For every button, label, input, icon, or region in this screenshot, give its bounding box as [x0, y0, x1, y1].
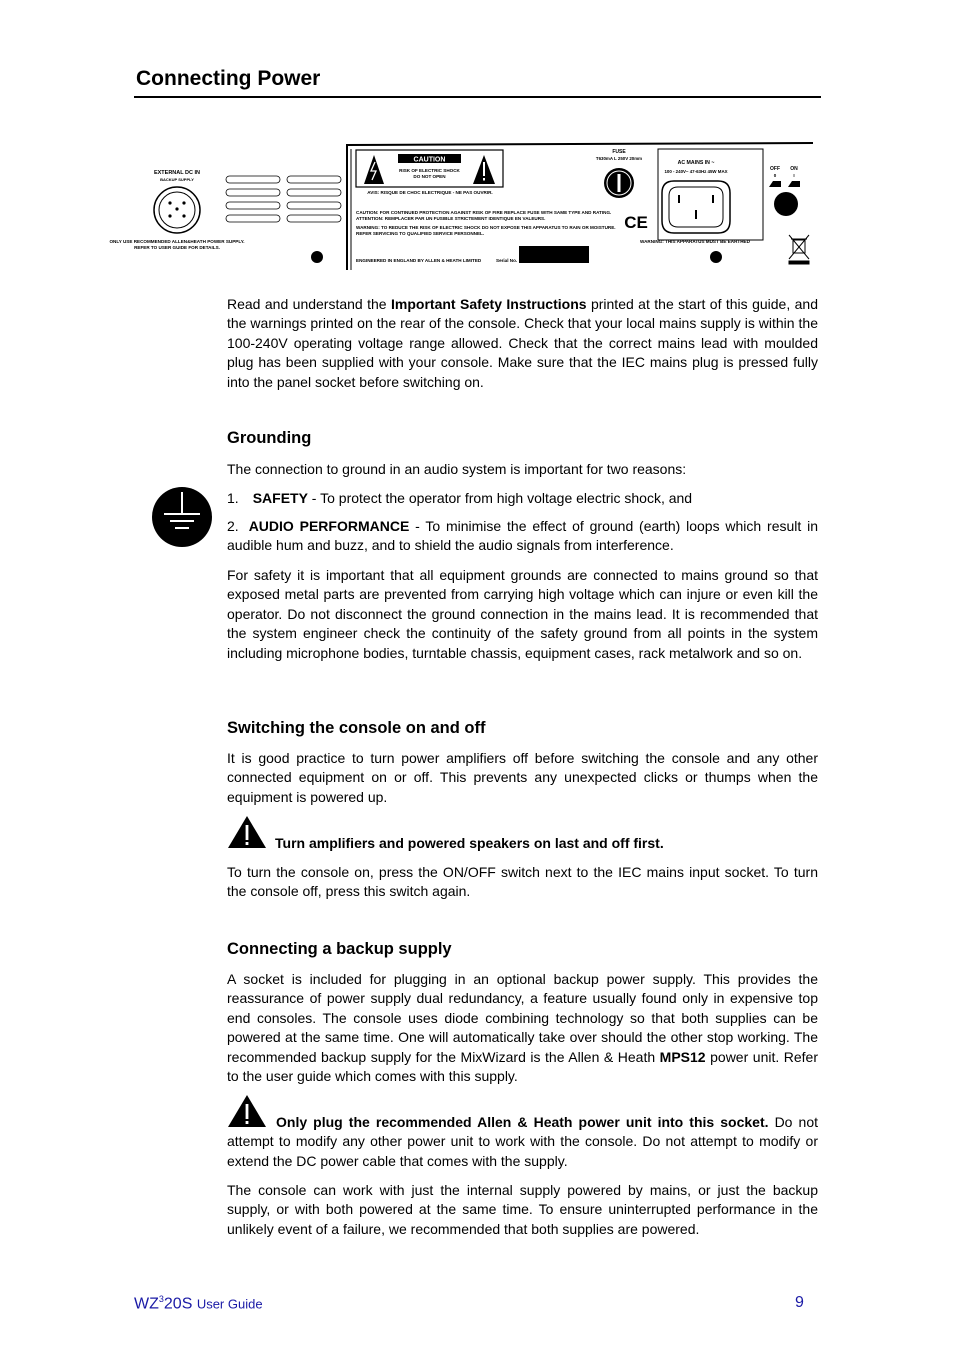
backup-model-bold: MPS12: [659, 1048, 706, 1065]
ac-rating: 100 - 240V~ 47-63Hz 45W MAX: [664, 169, 728, 174]
footer-guide-title: [134, 1294, 263, 1313]
dc-socket-icon: [154, 187, 200, 233]
switching-heading: Switching the console on and off: [227, 719, 486, 737]
warning-line-2: ATTENTION: REMPLACER PAR UN FUSIBLE STRICTEMENT IDENTIQUE EN VALEURS.: [356, 216, 546, 221]
caution-line2: DO NOT OPEN: [413, 174, 446, 179]
fuse-holder-icon: [604, 168, 634, 198]
backup-warning-bold: Only plug the recommended Allen & Heath power unit into this socket.: [276, 1114, 769, 1130]
serial-plate: [519, 246, 589, 263]
dc-note-1: ONLY USE RECOMMENDED ALLEN&HEATH POWER SUPPLY.: [109, 239, 245, 244]
backup-paragraph-3: The console can work with just the internal supply powered by mains, or just the backup supply, or with both powered at the same time. To ensure uninterrupted performance in the unlikely event of a failure, we recommended that both supplies are powered.: [227, 1182, 818, 1237]
footer-model-sup: 3: [158, 1294, 164, 1304]
ce-mark: CE: [624, 213, 648, 232]
backup-text-a: A socket is included for plugging in an optional backup power supply. This provides the reassurance of power supply dual redundancy, a feature usually found only in expensive top end consoles. The console uses diode combining technology so that both supplies can be powered at the same time. One will automatically take over should the other stop working. The recommended backup supply for the MixWizard is the Allen & Heath: [227, 971, 818, 1065]
switching-paragraph-1: It is good practice to turn power amplifiers off before switching the console and any other connected equipment on or off. This prevents any unexpected clicks or thumps when the equipment is powered up.: [227, 750, 818, 805]
title-rule: [134, 96, 821, 98]
backup-paragraph-1: [227, 970, 818, 1086]
item2-text: - To minimise the effect of ground (earth) loops which result in audible hum and buzz, and to shield the audio signals from interference.: [227, 518, 818, 554]
warning-line-1: CAUTION: FOR CONTINUED PROTECTION AGAINST RISK OF FIRE REPLACE FUSE WITH SAME TYPE AND RATING.: [356, 210, 612, 215]
fuse-label: FUSE: [612, 149, 626, 155]
footer-guide-label: User Guide: [196, 1296, 263, 1312]
engineered-text: ENGINEERED IN ENGLAND BY ALLEN & HEATH LIMITED: [356, 258, 482, 263]
off-label: OFF: [770, 166, 780, 172]
fuse-rating: T630mA L 250V 20mm: [595, 156, 643, 161]
footer-model-prefix: WZ: [134, 1295, 159, 1313]
switching-paragraph-2: To turn the console on, press the ON/OFF switch next to the IEC mains input socket. To turn the console off, press this switch again.: [227, 864, 818, 900]
power-switch-icon: [774, 192, 798, 216]
switching-warning: Turn amplifiers and powered speakers on last and off first.: [275, 835, 664, 851]
caution-line1: RISK OF ELECTRIC SHOCK: [399, 168, 460, 173]
intro-text-1: Read and understand the: [227, 296, 392, 312]
warning-triangle-icon: [227, 815, 267, 849]
on-symbol: I: [793, 173, 795, 178]
intro-text-2: printed at the start of this guide, and the warnings printed on the rear of the console. Check that your local mains supply is within the 100-240V operating voltage range allowed. Check that the correct mains lead with moulded plug has been supplied with your console. Make sure that the IEC mains plug is pressed fully into the panel socket before switching on.: [227, 296, 819, 390]
item1-number: 1.: [227, 490, 239, 506]
intro-bold: Important Safety Instructions: [391, 296, 587, 312]
grounding-heading: Grounding: [227, 429, 312, 447]
panel-screw-icon-2: [710, 251, 722, 263]
footer-model-suffix: 20S: [163, 1295, 193, 1313]
backup-supply-label: BACKUP SUPPLY: [160, 177, 194, 182]
weee-bin-icon: [789, 235, 809, 264]
ground-symbol-icon: [151, 486, 213, 548]
warning-line-4: REFER SERVICING TO QUALIFIED SERVICE PERSONNEL.: [356, 231, 485, 236]
serial-label: Serial No.: [496, 258, 518, 263]
page-title: Connecting Power: [136, 67, 321, 90]
dc-note-2: REFER TO USER GUIDE FOR DETAILS.: [134, 245, 220, 250]
grounding-item-1: [227, 489, 818, 508]
backup-warning-paragraph: [227, 1113, 818, 1171]
avis-text: AVIS: RISQUE DE CHOC ELECTRIQUE - NE PAS OUVRIR.: [367, 190, 493, 195]
vent-slots: [226, 176, 341, 222]
backup-heading: Connecting a backup supply: [227, 940, 452, 958]
earthed-warning: WARNING: THIS APPARATUS MUST BE EARTHED: [640, 239, 750, 244]
item2-number: 2.: [227, 518, 239, 534]
page-number: 9: [795, 1294, 804, 1311]
caution-title: CAUTION: [413, 156, 446, 164]
intro-paragraph: [227, 295, 818, 392]
grounding-intro: The connection to ground in an audio system is important for two reasons:: [227, 461, 687, 477]
grounding-paragraph: For safety it is important that all equipment grounds are connected to mains ground so that exposed metal parts are prevented from carrying high voltage which can injure or even kill the operator. Do not disconnect the ground connection in the mains lead. It is recommended that the system engineer check the continuity of the safety ground from all points in the system including microphone bodies, turntable chassis, equipment cases, rack metalwork and so on.: [227, 567, 818, 661]
item1-text: - To protect the operator from high voltage electric shock, and: [307, 490, 693, 506]
warning-line-3: WARNING: TO REDUCE THE RISK OF ELECTRIC SHOCK DO NOT EXPOSE THIS APPARATUS TO RAIN OR MOISTURE.: [356, 225, 616, 230]
iec-socket-icon: [662, 181, 730, 233]
rear-panel-diagram: [100, 135, 820, 275]
external-dc-label: EXTERNAL DC IN: [153, 170, 201, 176]
backup-warning-text: Do not attempt to modify any other power unit to work with the console. Do not attempt to modify or extend the DC power cable that comes with the supply.: [227, 1114, 818, 1169]
on-label: ON: [790, 166, 798, 172]
off-symbol: 0: [773, 173, 777, 178]
item2-bold: AUDIO PERFORMANCE: [248, 518, 410, 534]
item1-bold: SAFETY: [252, 490, 308, 506]
ac-mains-label: AC MAINS IN ~: [677, 160, 715, 166]
backup-text-c: power unit. Refer to the user guide which comes with this supply.: [227, 1048, 819, 1085]
caution-label-box: [356, 150, 503, 187]
grounding-item-2: [227, 517, 818, 556]
panel-screw-icon: [311, 251, 323, 263]
